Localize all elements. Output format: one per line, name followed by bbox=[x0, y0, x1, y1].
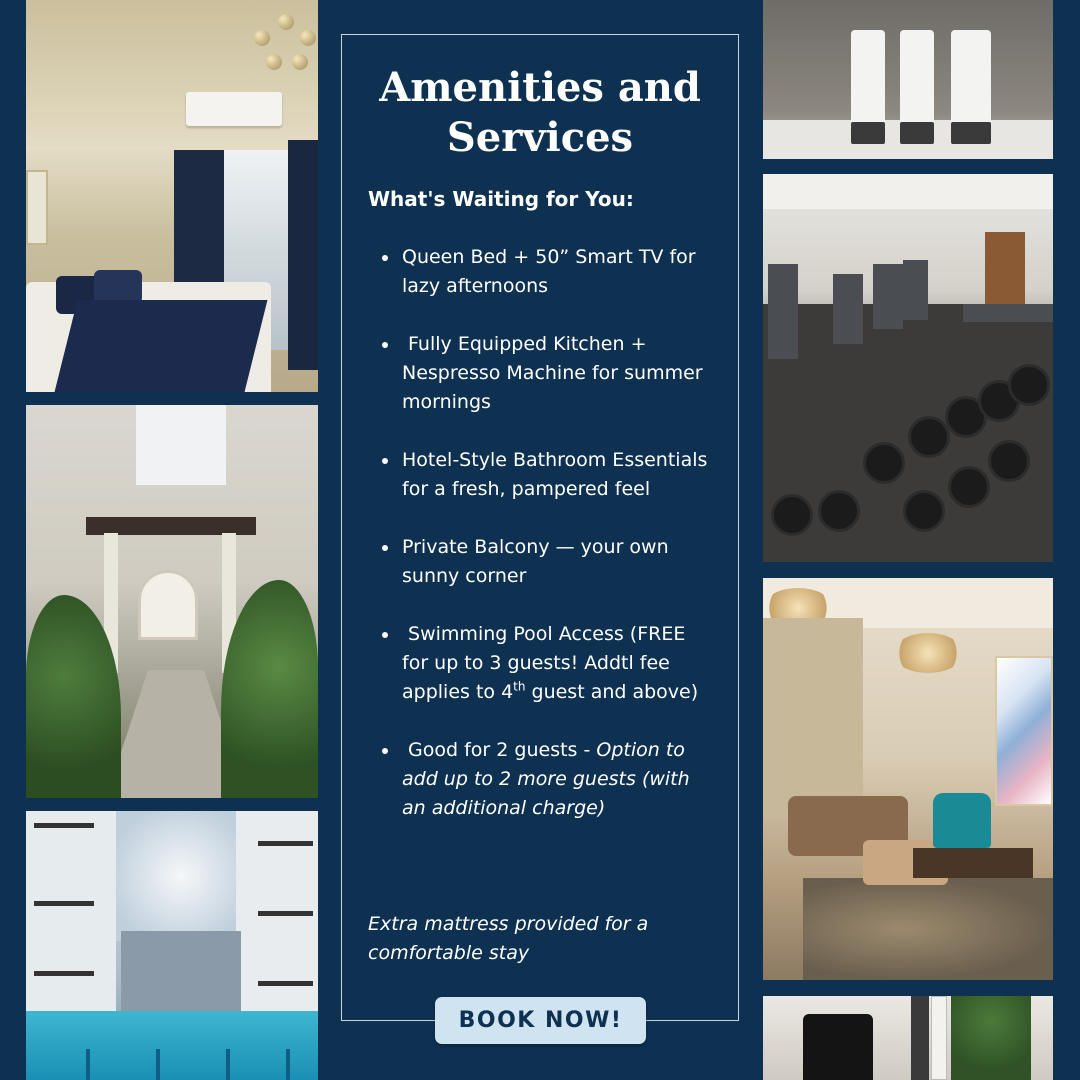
amenities-panel bbox=[341, 34, 739, 1021]
list-item: Swimming Pool Access (FREE for up to 3 guests! Addtl fee applies to 4th guest and above) bbox=[368, 620, 713, 707]
list-item: Fully Equipped Kitchen + Nespresso Machine for summer mornings bbox=[368, 330, 713, 417]
page-title: Amenities and Services bbox=[379, 64, 701, 161]
list-item: Private Balcony — your own sunny corner bbox=[368, 533, 713, 591]
courtyard-photo bbox=[26, 405, 318, 798]
toiletries-photo bbox=[763, 0, 1053, 159]
section-subtitle: What's Waiting for You: bbox=[368, 187, 634, 211]
list-item: Queen Bed + 50” Smart TV for lazy afternoons bbox=[368, 243, 713, 301]
list-item: Good for 2 guests - Option to add up to 2 more guests (with an additional charge) bbox=[368, 736, 713, 823]
list-item: Hotel-Style Bathroom Essentials for a fresh, pampered feel bbox=[368, 446, 713, 504]
lounge-photo bbox=[763, 578, 1053, 980]
bedroom-photo bbox=[26, 0, 318, 392]
gym-photo bbox=[763, 174, 1053, 562]
toiletry-tube bbox=[851, 30, 885, 142]
amenity-list bbox=[368, 243, 713, 823]
toiletry-tube bbox=[951, 30, 991, 142]
extra-note: Extra mattress provided for a comfortable stay bbox=[368, 913, 649, 964]
book-now-button[interactable]: BOOK NOW! bbox=[435, 997, 646, 1044]
toiletry-tube bbox=[900, 30, 934, 142]
nespresso-photo bbox=[763, 996, 1053, 1080]
pool-photo bbox=[26, 811, 318, 1080]
chandelier-icon bbox=[254, 10, 318, 90]
